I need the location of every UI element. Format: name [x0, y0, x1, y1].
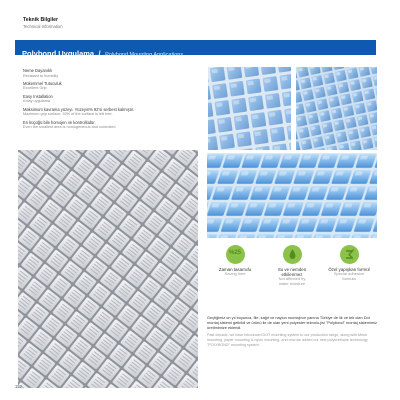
mosaic-closeup-photo	[208, 67, 291, 150]
icon-label-tr: Özel yapışkan formül	[328, 267, 370, 272]
feature-tr: Mükemmel Tutuculuk	[23, 80, 62, 86]
icon-item	[264, 245, 320, 286]
feature-en: Excellent Grip	[23, 86, 47, 91]
section-subtitle: Technical Information	[23, 23, 63, 29]
feature-en: Resistant to humidity	[23, 73, 59, 78]
feature-item	[23, 95, 193, 104]
description-tr: Geçtiğimiz on yıl boyunca, file, kağıt ve naylon montajının yanına Türkiye de ilk ve tek olan Dot montaj sistemi getirildi ve ürünü ile de olan yeni polyester teknolo-jisi "Polybond" montaj sistemimiz üretimimize eklendi.	[207, 315, 377, 330]
icon-label-en: water moisture	[278, 280, 306, 286]
icon-label-en: Saving time	[224, 271, 246, 276]
description	[207, 316, 377, 347]
banner-separator: /	[98, 49, 101, 58]
mosaic-wide-photo	[207, 153, 377, 238]
feature-tr: Easy Installation	[23, 93, 53, 99]
icon-item	[321, 245, 377, 281]
formula-icon	[340, 245, 359, 264]
icon-label-en: formula	[342, 275, 356, 281]
icon-item	[207, 245, 263, 277]
feature-list	[23, 69, 193, 133]
percent-symbol: %25	[228, 250, 241, 256]
banner-title: Polybond Uygulama	[22, 49, 95, 58]
feature-en: Maximum grip surface. 92% of the surface is left free.	[23, 112, 113, 117]
icon-label-tr: Zaman tasarrufu	[218, 267, 252, 272]
feature-item	[23, 82, 193, 91]
feature-tr: En küçüğü bile homojen ve kontrollüdür.	[23, 119, 96, 125]
icon-label-en: Special adhesive	[333, 271, 365, 276]
feature-item	[23, 69, 193, 78]
feature-icons	[207, 245, 377, 300]
section-header	[23, 17, 63, 29]
feature-item	[23, 121, 193, 130]
polybond-backing-photo	[18, 150, 198, 388]
section-title: Teknik Bilgiler	[23, 17, 59, 23]
percent-icon	[226, 245, 245, 264]
banner-subtitle: Polybond Mounting Applications	[105, 52, 184, 58]
feature-en: Kolay uygulama	[23, 99, 51, 104]
icon-label-en: Not affected by	[278, 276, 306, 281]
icon-label-tr: Su ve nemden	[277, 267, 307, 272]
title-banner	[15, 40, 376, 58]
page-number: 152	[15, 384, 22, 389]
feature-tr: Maksimum kavrama yüzeyi. Yüzeyin% 92'si serbest kalmıştır.	[23, 106, 135, 112]
feature-item	[23, 108, 193, 117]
mosaic-sheet-photo	[296, 67, 377, 150]
icon-label-tr: etkilenmez	[281, 272, 303, 277]
description-en: Past decade, we have introduced DOT mounting system to our production range, along with Mesh mounting, paper mounting & nylon mounting, and now we added our new polyurethane technology "POLYBOND" mounting system.	[207, 333, 368, 347]
water-drop-icon	[283, 245, 302, 264]
feature-tr: Neme Dayanıklı	[23, 68, 53, 73]
feature-en: Even the smallest area is homogeneous and controlled	[23, 125, 116, 130]
